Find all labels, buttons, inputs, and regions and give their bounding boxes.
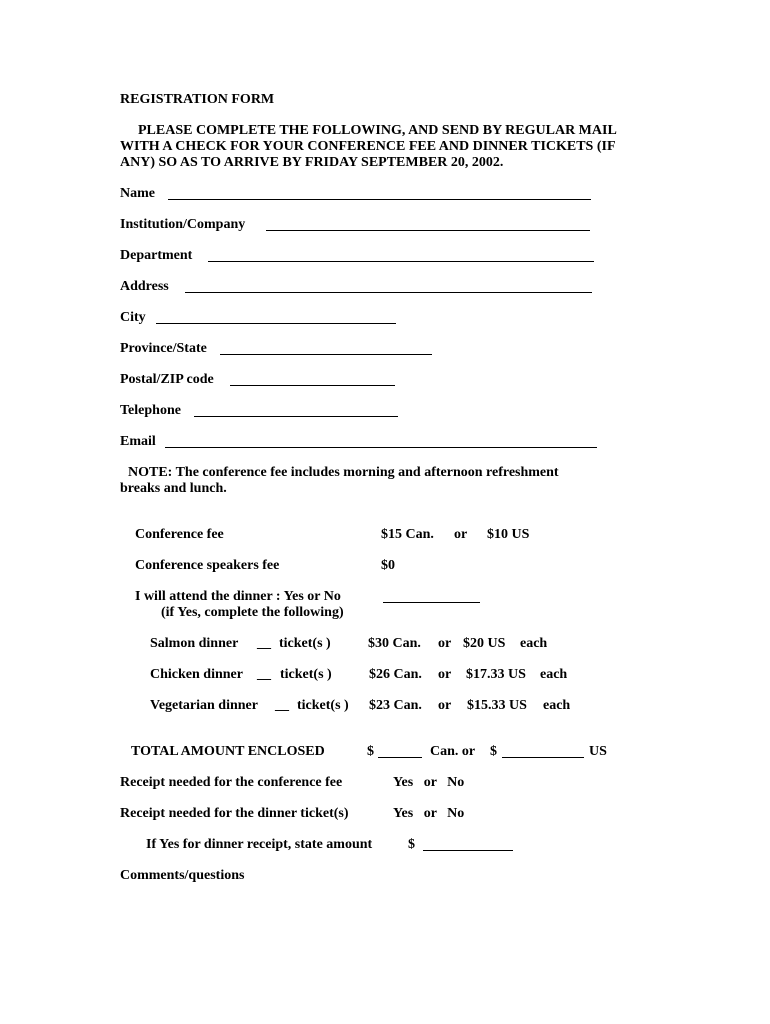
conference-fee-label: Conference fee xyxy=(135,527,224,542)
receipt-amount-field[interactable] xyxy=(423,850,513,851)
dinner-item-us: $20 US xyxy=(463,636,506,651)
institution-label: Institution/Company xyxy=(120,217,246,232)
note-line-2: breaks and lunch. xyxy=(120,481,227,496)
receipt-dinner-options[interactable]: Yes or No xyxy=(393,806,465,821)
instructions-line-1: PLEASE COMPLETE THE FOLLOWING, AND SEND BY REGULAR MAIL xyxy=(138,123,617,138)
speakers-fee-label: Conference speakers fee xyxy=(135,558,280,573)
dinner-item-can: $30 Can. xyxy=(368,636,421,651)
telephone-label: Telephone xyxy=(120,403,181,418)
city-field[interactable] xyxy=(156,323,396,324)
conference-fee-us: $10 US xyxy=(487,527,530,542)
department-field[interactable] xyxy=(208,261,594,262)
city-label: City xyxy=(120,310,146,325)
dinner-item-can: $23 Can. xyxy=(369,698,422,713)
conference-fee-or: or xyxy=(454,527,468,542)
ticket-count-field[interactable]: __ xyxy=(257,667,271,682)
address-label: Address xyxy=(120,279,169,294)
conference-fee-can: $15 Can. xyxy=(381,527,434,542)
address-field[interactable] xyxy=(185,292,592,293)
total-can-field[interactable] xyxy=(378,757,422,758)
dinner-item-tickets: ticket(s ) xyxy=(297,698,349,713)
note-line-1: NOTE: The conference fee includes morning and afternoon refreshment xyxy=(128,465,559,480)
receipt-conference-label: Receipt needed for the conference fee xyxy=(120,775,343,790)
dinner-item-tickets: ticket(s ) xyxy=(279,636,331,651)
postal-field[interactable] xyxy=(230,385,395,386)
dinner-item-label: Chicken dinner xyxy=(150,667,243,682)
ticket-count-field[interactable]: __ xyxy=(275,698,289,713)
dinner-item-or: or xyxy=(438,667,452,682)
dinner-item-each: each xyxy=(540,667,568,682)
dinner-attend-field[interactable] xyxy=(383,602,480,603)
form-title: REGISTRATION FORM xyxy=(120,92,275,107)
email-field[interactable] xyxy=(165,447,597,448)
total-can-or: Can. or xyxy=(430,744,476,759)
total-dollar-us: $ xyxy=(490,744,497,759)
total-us-field[interactable] xyxy=(502,757,584,758)
instructions-line-3: ANY) SO AS TO ARRIVE BY FRIDAY SEPTEMBER 20, 2002. xyxy=(120,155,504,170)
dinner-item-tickets: ticket(s ) xyxy=(280,667,332,682)
dinner-item-can: $26 Can. xyxy=(369,667,422,682)
province-label: Province/State xyxy=(120,341,207,356)
dinner-item-or: or xyxy=(438,698,452,713)
receipt-conference-options[interactable]: Yes or No xyxy=(393,775,465,790)
total-us-label: US xyxy=(589,744,607,759)
dinner-attend-sub: (if Yes, complete the following) xyxy=(161,605,344,620)
dinner-attend-label: I will attend the dinner : Yes or No xyxy=(135,589,341,604)
email-label: Email xyxy=(120,434,156,449)
telephone-field[interactable] xyxy=(194,416,398,417)
department-label: Department xyxy=(120,248,193,263)
dinner-item-each: each xyxy=(520,636,548,651)
receipt-amount-dollar: $ xyxy=(408,837,415,852)
total-label: TOTAL AMOUNT ENCLOSED xyxy=(131,744,325,759)
name-label: Name xyxy=(120,186,155,201)
comments-label: Comments/questions xyxy=(120,868,245,883)
receipt-amount-label: If Yes for dinner receipt, state amount xyxy=(146,837,373,852)
total-dollar-can: $ xyxy=(367,744,374,759)
dinner-item-or: or xyxy=(438,636,452,651)
dinner-item-each: each xyxy=(543,698,571,713)
dinner-item-label: Vegetarian dinner xyxy=(150,698,258,713)
postal-label: Postal/ZIP code xyxy=(120,372,214,387)
comments-field[interactable] xyxy=(120,888,600,988)
name-field[interactable] xyxy=(168,199,591,200)
dinner-item-label: Salmon dinner xyxy=(150,636,239,651)
instructions-line-2: WITH A CHECK FOR YOUR CONFERENCE FEE AND DINNER TICKETS (IF xyxy=(120,139,616,154)
institution-field[interactable] xyxy=(266,230,590,231)
dinner-item-us: $15.33 US xyxy=(467,698,527,713)
speakers-fee-value: $0 xyxy=(381,558,395,573)
dinner-item-us: $17.33 US xyxy=(466,667,526,682)
ticket-count-field[interactable]: __ xyxy=(257,636,271,651)
receipt-dinner-label: Receipt needed for the dinner ticket(s) xyxy=(120,806,349,821)
province-field[interactable] xyxy=(220,354,432,355)
